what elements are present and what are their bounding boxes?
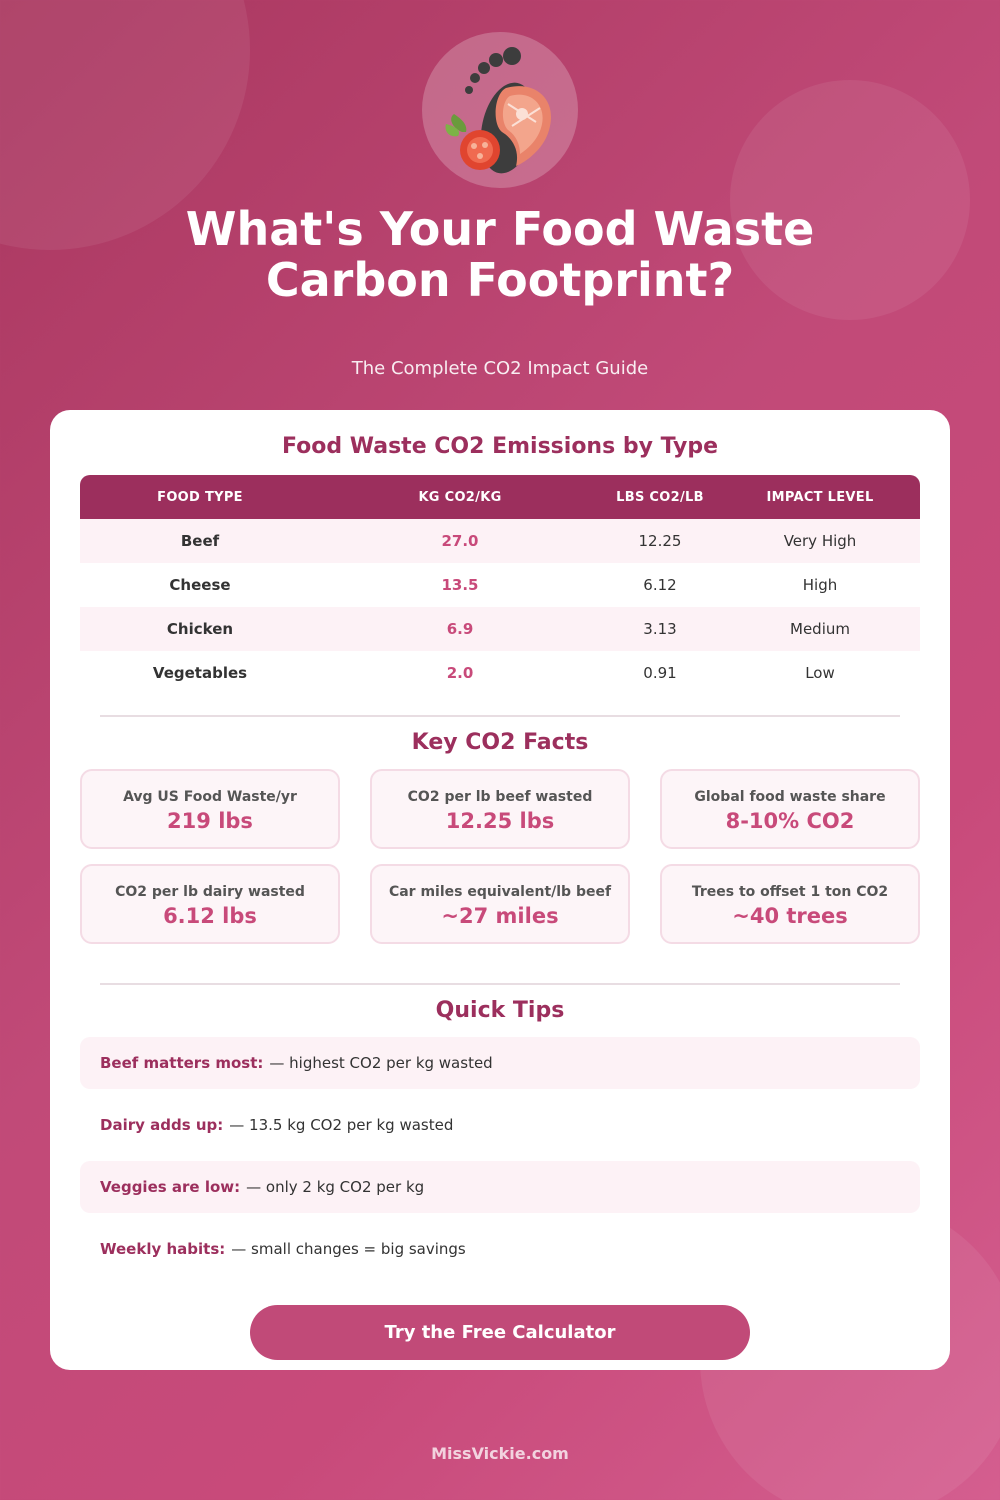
food-type-cell: Beef [180,532,220,550]
table-section-title: Food Waste CO2 Emissions by Type [281,434,718,459]
fact-label: CO2 per lb dairy wasted [115,884,305,900]
fact-label: CO2 per lb beef wasted [407,789,593,805]
fact-card [370,864,630,944]
page-title [100,204,900,306]
kg-co2-cell: 6.9 [446,620,474,638]
table-row [80,651,920,695]
column-header-lbs: LBS CO2/LB [616,489,704,505]
fact-value: 219 lbs [167,809,253,833]
kg-co2-cell: 27.0 [441,532,479,550]
content-card [50,410,950,1370]
kg-co2-cell: 13.5 [441,576,479,594]
impact-level-cell: Medium [790,620,850,638]
facts-section-title: Key CO2 Facts [411,730,589,755]
title-line-2: Carbon Footprint? [265,253,735,307]
tip-item [80,1099,920,1151]
tip-heading: Beef matters most: [100,1054,264,1072]
fact-value: 12.25 lbs [445,809,555,833]
lbs-co2-cell: 3.13 [643,620,677,638]
fact-label: Avg US Food Waste/yr [123,789,297,805]
lbs-co2-cell: 12.25 [638,532,682,550]
tip-item [80,1161,920,1213]
fact-label: Car miles equivalent/lb beef [388,884,612,900]
title-line-1: What's Your Food Waste [185,202,815,256]
tip-heading: Veggies are low: [100,1178,241,1196]
fact-value: 6.12 lbs [163,904,257,928]
fact-card [370,769,630,849]
emissions-table [80,475,920,695]
lbs-co2-cell: 0.91 [643,664,677,682]
tip-item [80,1223,920,1275]
table-header-row [80,475,920,519]
fact-card [80,864,340,944]
fact-card [660,769,920,849]
food-type-cell: Cheese [169,576,231,594]
column-header-food-type: FOOD TYPE [157,489,243,505]
footprint-food-icon [422,32,578,188]
lbs-co2-cell: 6.12 [643,576,677,594]
impact-level-cell: Low [805,664,835,682]
fact-value: ~40 trees [732,904,848,928]
impact-level-cell: Very High [783,532,857,550]
fact-label: Global food waste share [694,789,886,805]
tip-item [80,1037,920,1089]
section-divider [100,715,900,717]
column-header-kg: KG CO2/KG [418,489,502,505]
fact-card [80,769,340,849]
section-divider [100,983,900,985]
page-subtitle: The Complete CO2 Impact Guide [351,358,649,379]
tips-section-title: Quick Tips [435,998,565,1023]
footer-site-link[interactable]: MissVickie.com [431,1444,569,1463]
kg-co2-cell: 2.0 [446,664,474,682]
impact-level-cell: High [802,576,838,594]
try-calculator-button[interactable]: Try the Free Calculator [250,1305,750,1360]
fact-card [660,864,920,944]
tip-heading: Dairy adds up: [100,1116,224,1134]
tip-text: — highest CO2 per kg wasted [269,1054,493,1072]
fact-label: Trees to offset 1 ton CO2 [691,884,889,900]
table-row [80,563,920,607]
tip-heading: Weekly habits: [100,1240,226,1258]
tip-text: — only 2 kg CO2 per kg [246,1178,425,1196]
tip-text: — small changes = big savings [231,1240,466,1258]
fact-value: ~27 miles [441,904,559,928]
column-header-impact: IMPACT LEVEL [766,489,874,505]
food-type-cell: Chicken [166,620,234,638]
tip-text: — 13.5 kg CO2 per kg wasted [229,1116,454,1134]
fact-value: 8-10% CO2 [725,809,855,833]
table-row [80,519,920,563]
table-row [80,607,920,651]
food-type-cell: Vegetables [152,664,248,682]
